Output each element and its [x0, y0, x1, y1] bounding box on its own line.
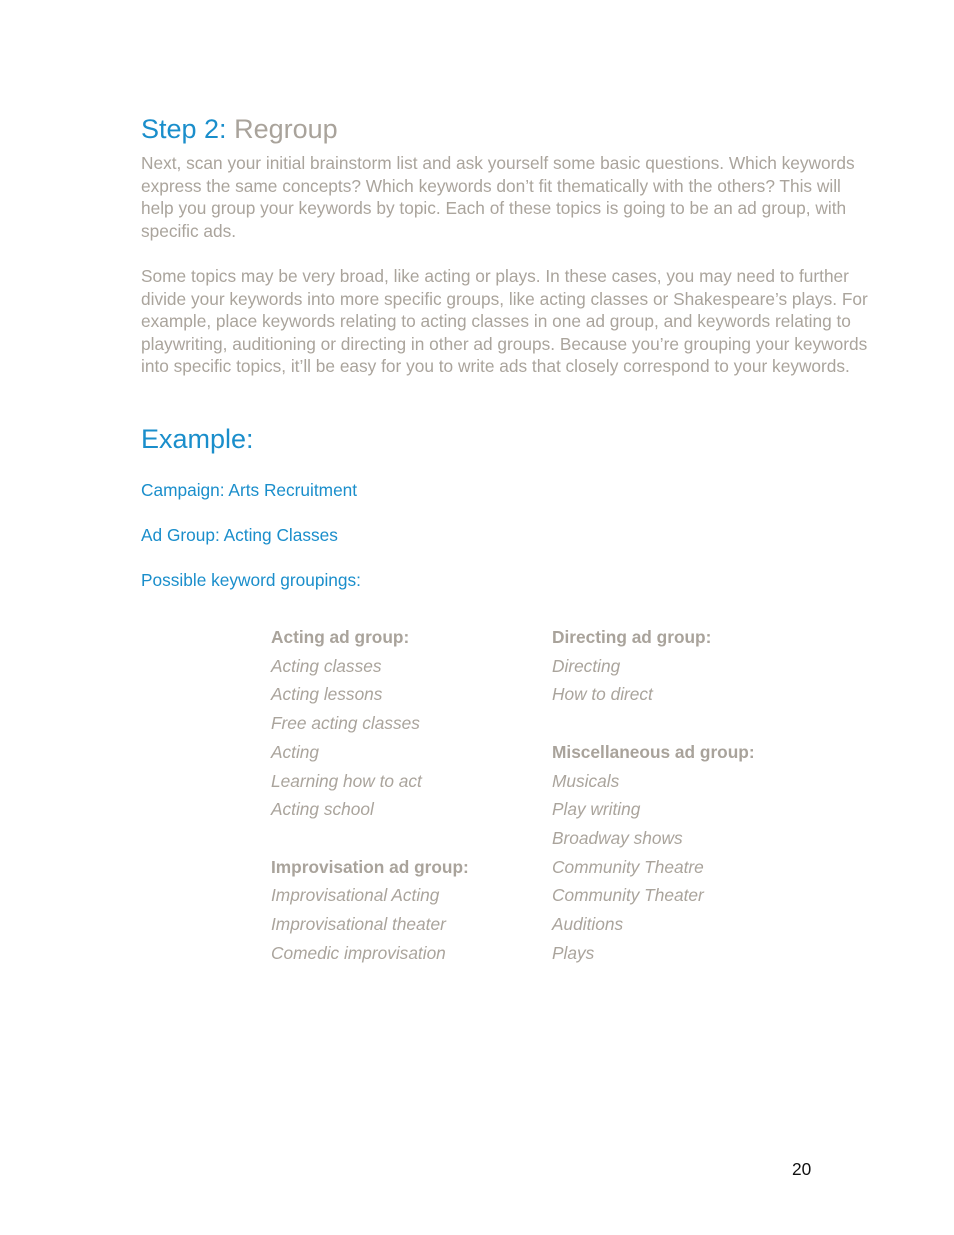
step-title: Regroup — [234, 114, 338, 144]
intro-paragraph: Next, scan your initial brainstorm list and ask yourself some basic questions. Which keywords express the same concepts? Which keywords don’t fit thematically with the others? This will help you group your keywords by topic. Each of these topics is going to be an ad group, with specific ads. — [141, 153, 855, 241]
improvisation-group-title: Improvisation ad group: — [271, 856, 469, 877]
keyword-item: Community Theater — [552, 885, 704, 906]
keyword-column-right — [552, 623, 755, 967]
keyword-item: Learning how to act — [271, 770, 422, 791]
keyword-item: Auditions — [552, 914, 624, 935]
group-spacer — [271, 824, 469, 853]
keyword-item: Acting — [271, 741, 320, 762]
keyword-column-left — [271, 623, 469, 967]
keyword-item: Acting school — [271, 799, 374, 820]
miscellaneous-group-title: Miscellaneous ad group: — [552, 741, 755, 762]
keyword-item: Comedic improvisation — [271, 942, 446, 963]
keyword-item: Improvisational theater — [271, 914, 446, 935]
keyword-item: Community Theatre — [552, 856, 704, 877]
keyword-item: Broadway shows — [552, 827, 683, 848]
keyword-item: Play writing — [552, 799, 641, 820]
keyword-item: How to direct — [552, 684, 653, 705]
keyword-item: Acting classes — [271, 655, 382, 676]
keyword-item: Directing — [552, 655, 621, 676]
campaign-label: Campaign: Arts Recruitment — [141, 480, 358, 500]
directing-group-title: Directing ad group: — [552, 627, 712, 647]
page-number: 20 — [792, 1159, 812, 1179]
step-heading — [141, 113, 338, 145]
possible-groupings-label: Possible keyword groupings: — [141, 570, 361, 590]
keyword-item: Plays — [552, 942, 595, 963]
ad-group-label: Ad Group: Acting Classes — [141, 525, 338, 545]
example-heading: Example: — [141, 424, 254, 454]
keyword-item: Acting lessons — [271, 684, 383, 705]
keyword-item: Musicals — [552, 770, 620, 791]
acting-group-title: Acting ad group: — [271, 627, 410, 647]
group-spacer — [552, 709, 755, 738]
step-prefix: Step 2: — [141, 114, 227, 144]
keyword-item: Free acting classes — [271, 713, 420, 734]
keyword-item: Improvisational Acting — [271, 885, 440, 906]
topics-paragraph: Some topics may be very broad, like acting or plays. In these cases, you may need to further divide your keywords into more specific groups, like acting classes or Shakespeare’s plays. For example, place keywords relating to acting classes in one ad group, and keywords relating to playwriting, auditioning or directing in other ad groups. Because you’re grouping your keywords into specific topics, it’ll be easy for you to write ads that closely correspond to your keywords. — [141, 266, 868, 376]
